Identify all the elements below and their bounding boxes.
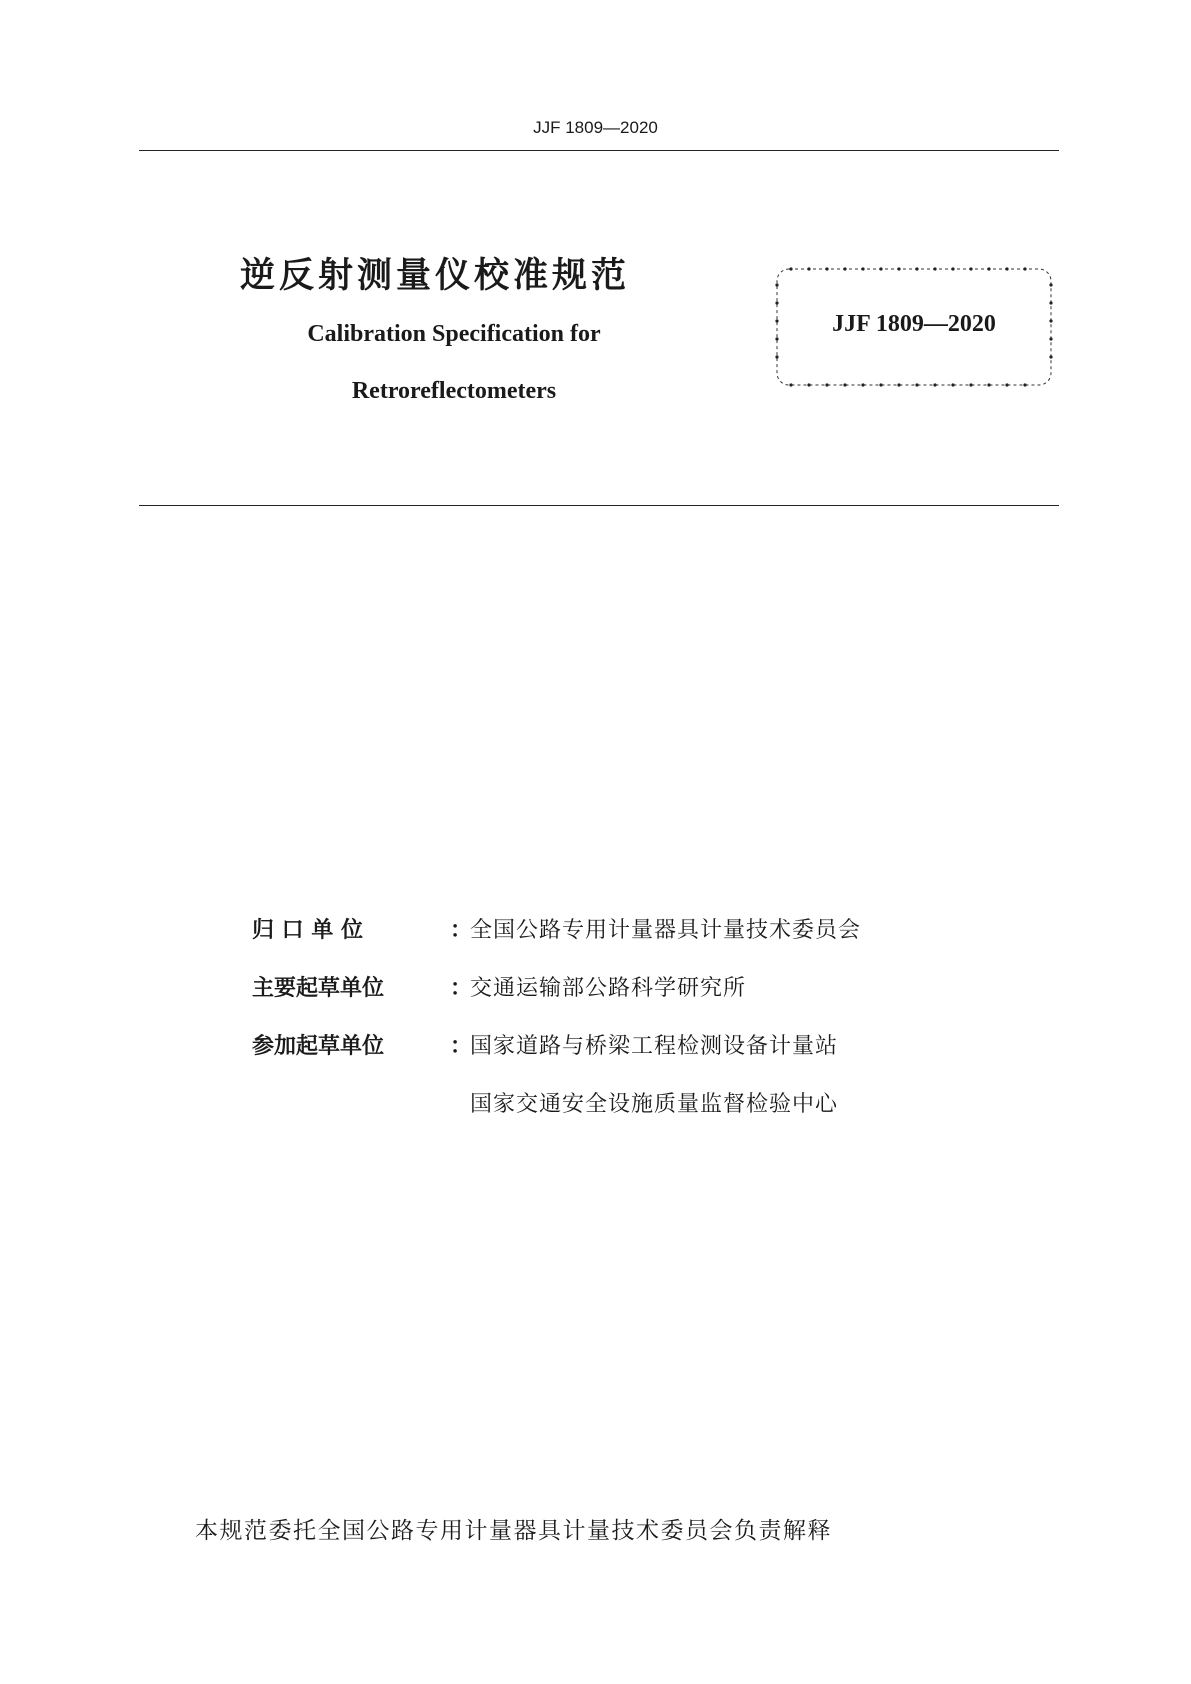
unit-row-participating-drafter-2: [252, 1087, 861, 1145]
border-dot: [1049, 355, 1052, 358]
unit-row-main-drafter: [252, 971, 861, 1029]
title-english-line2: Retroreflectometers: [351, 378, 557, 404]
border-dot: [775, 355, 778, 358]
border-dot: [775, 301, 778, 304]
border-dot: [879, 383, 882, 386]
header-rule: [139, 150, 1059, 151]
border-dot: [1023, 383, 1026, 386]
unit-value: 交通运输部公路科学研究所: [470, 976, 747, 1001]
border-dot: [1049, 301, 1052, 304]
unit-row-participating-drafter: [252, 1029, 861, 1087]
border-dot: [1005, 267, 1008, 270]
border-dot: [897, 383, 900, 386]
section-rule: [139, 505, 1059, 506]
border-dot: [861, 383, 864, 386]
border-dot: [897, 267, 900, 270]
border-dot: [987, 383, 990, 386]
border-dot: [933, 383, 936, 386]
header-standard-code: JJF 1809—2020: [533, 118, 658, 137]
unit-row-responsible: [252, 913, 861, 971]
border-dot: [825, 383, 828, 386]
border-dot: [951, 383, 954, 386]
border-dot: [879, 267, 882, 270]
interpretation-note: 本规范委托全国公路专用计量器具计量技术委员会负责解释: [195, 1518, 832, 1544]
border-dot: [789, 383, 792, 386]
border-dot: [969, 383, 972, 386]
border-dot: [987, 267, 990, 270]
border-dot: [1023, 267, 1026, 270]
border-dot: [843, 267, 846, 270]
border-dot: [969, 267, 972, 270]
border-dot: [789, 267, 792, 270]
border-dot: [825, 267, 828, 270]
border-dot: [933, 267, 936, 270]
border-dot: [861, 267, 864, 270]
unit-colon: ：: [450, 918, 473, 943]
unit-colon: ：: [450, 1034, 473, 1059]
unit-label: 参加起草单位: [252, 1034, 385, 1059]
standard-code: JJF 1809—2020: [832, 311, 996, 337]
title-english-line1: Calibration Specification for: [307, 321, 601, 347]
border-dot: [807, 383, 810, 386]
standard-code-box: [775, 267, 1053, 387]
title-chinese: 逆反射测量仪校准规范: [240, 256, 631, 296]
border-dot: [1005, 383, 1008, 386]
unit-label: 归 口 单 位: [252, 918, 363, 943]
border-dot: [915, 383, 918, 386]
unit-label: 主要起草单位: [252, 976, 385, 1001]
unit-value: 国家交通安全设施质量监督检验中心: [470, 1092, 839, 1117]
border-dot: [843, 383, 846, 386]
border-dot: [951, 267, 954, 270]
border-dot: [915, 267, 918, 270]
unit-value: 全国公路专用计量器具计量技术委员会: [470, 918, 862, 943]
border-dot: [807, 267, 810, 270]
border-dot: [1049, 283, 1052, 286]
unit-value: 国家道路与桥梁工程检测设备计量站: [470, 1034, 839, 1059]
unit-colon: ：: [450, 976, 473, 1001]
drafting-units: [252, 913, 861, 1145]
border-dot: [775, 283, 778, 286]
